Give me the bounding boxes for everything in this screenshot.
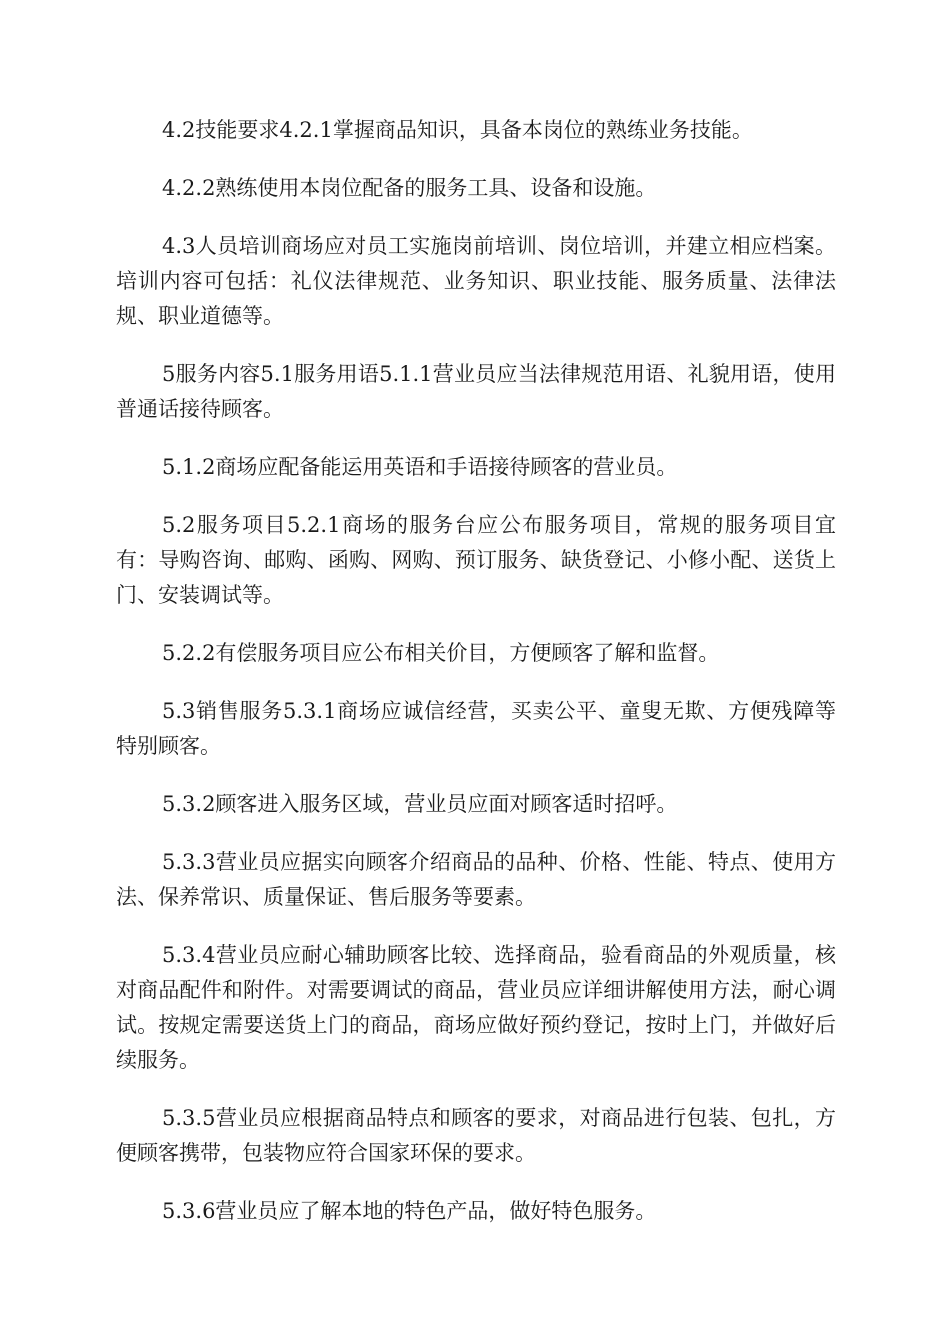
paragraph-4-2: 4.2技能要求4.2.1掌握商品知识，具备本岗位的熟练业务技能。 — [162, 118, 753, 142]
paragraph-5-3-5: 5.3.5营业员应根据商品特点和顾客的要求，对商品进行包装、包扎，方便顾客携带，包装物应符合国家环保的要求。 — [116, 1106, 836, 1165]
paragraph-5-1-2: 5.1.2商场应配备能运用英语和手语接待顾客的营业员。 — [162, 455, 678, 479]
paragraph-5-2-2: 5.2.2有偿服务项目应公布相关价目，方便顾客了解和监督。 — [162, 641, 720, 665]
paragraph-5-3-4: 5.3.4营业员应耐心辅助顾客比较、选择商品，验看商品的外观质量，核对商品配件和附件。对需要调试的商品，营业员应详细讲解使用方法，耐心调试。按规定需要送货上门的商品，商场应做好预约登记，按时上门，并做好后续服务。 — [116, 943, 836, 1072]
paragraph-5-3-3: 5.3.3营业员应据实向顾客介绍商品的品种、价格、性能、特点、使用方法、保养常识、质量保证、售后服务等要素。 — [116, 850, 836, 909]
document-page — [116, 113, 836, 1252]
paragraph-4-2-2: 4.2.2熟练使用本岗位配备的服务工具、设备和设施。 — [162, 176, 657, 200]
paragraph-5-2: 5.2服务项目5.2.1商场的服务台应公布服务项目，常规的服务项目宜有：导购咨询、邮购、函购、网购、预订服务、缺货登记、小修小配、送货上门、安装调试等。 — [116, 513, 836, 607]
paragraph-5-3-6: 5.3.6营业员应了解本地的特色产品，做好特色服务。 — [162, 1199, 657, 1223]
paragraph-4-3: 4.3人员培训商场应对员工实施岗前培训、岗位培训，并建立相应档案。培训内容可包括：礼仪法律规范、业务知识、职业技能、服务质量、法律法规、职业道德等。 — [116, 234, 836, 328]
paragraph-5-1: 5服务内容5.1服务用语5.1.1营业员应当法律规范用语、礼貌用语，使用普通话接待顾客。 — [116, 362, 836, 421]
paragraph-5-3-2: 5.3.2顾客进入服务区域，营业员应面对顾客适时招呼。 — [162, 792, 678, 816]
paragraph-5-3: 5.3销售服务5.3.1商场应诚信经营，买卖公平、童叟无欺、方便残障等特别顾客。 — [116, 699, 836, 758]
